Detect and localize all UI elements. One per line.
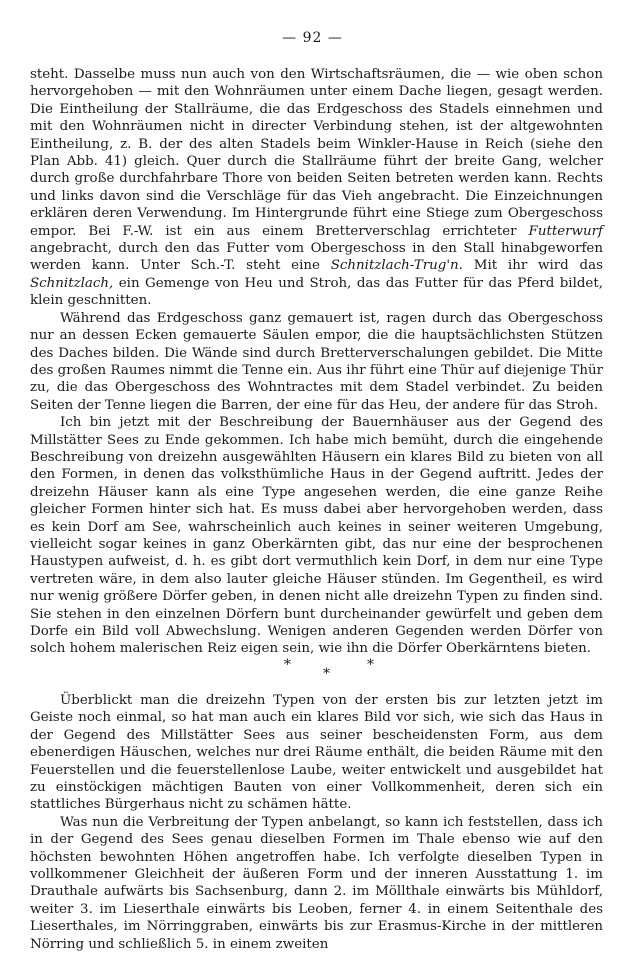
italic-term-schnitzlach: Schnitzlach, [30,275,114,291]
italic-term-futterwurf: Futterwurf [528,223,603,239]
asterisk-ornament: * [284,657,291,673]
asterisk-ornament: * [323,666,330,682]
italic-term-schnitzlach-trugn: Schnitzlach-Trug'n. [330,258,463,274]
paragraph-upper-floor: Während das Erdgeschoss ganz gemauert ist, ragen durch das Obergeschoss nur an dessen Ecken gemauerte Säulen empor, die die hauptsächlichsten Stützen des Daches bilden. Die Wände sind durch Bretterverschalungen gebildet. Die Mitte des großen Raumes nimmt die Tenne ein. Aus ihr führt eine Thür auf diejenige Thür zu, die das Obergeschoss des Wohntractes mit dem Stadel verbindet. Zu beiden Seiten der Tenne liegen die Barren, der eine für das Heu, der andere für das Stroh. [30,310,603,413]
section-separator [0,658,625,682]
paragraph-overview-types: Überblickt man die dreizehn Typen von der ersten bis zur letzten jetzt im Geiste noch einmal, so hat man auch ein klares Bild vor sich, wie sich das Haus in der Gegend des Millstätter Sees aus seiner bescheidensten Form, aus dem ebenerdigen Häuschen, welches nur drei Räume enthält, die beiden Räume mit den Feuerstellen und die feuerstellenlose Laube, weiter entwickelt und ausgebildet hat zu einstöckigen mächtigen Bauten von einer Vollkommenheit, deren sich ein stattliches Bürgerhaus nicht zu schämen hätte. [30,693,603,813]
paragraph-text: steht. Dasselbe muss nun auch von den Wirtschaftsräumen, die — wie oben schon hervorgehoben — mit den Wohnräumen unter einem Dache liegen, gesagt werden. Die Eintheilung der Stallräume, die das Erdgeschoss des Stadels einnehmen und mit den Wohnräumen nicht in directer Verbindung stehen, ist der altgewohnten Eintheilung, z. B. der des alten Stadels beim Winkler-Hause in Reich (siehe den Plan Abb. 41) gleich. Quer durch die Stallräume führt der breite Gang, welcher durch große durchfahrbare Thore von beiden Seiten betreten werden kann. Rechts und links davon sind die Verschläge für das Vieh angebracht. Die Einzeichnungen erklären deren Verwendung. Im Hintergrunde führt eine Stiege zum Obergeschoss empor. Bei F.-W. ist ein aus einem Bretterverschlag errichteter [30,67,603,239]
text-section-upper [30,66,603,658]
asterisk-ornament: * [367,657,374,673]
page-number: — 92 — [282,30,343,46]
paragraph-farmhouse-summary: Ich bin jetzt mit der Beschreibung der Bauernhäuser aus der Gegend des Millstätter Sees zu Ende gekommen. Ich habe mich bemüht, durch die eingehende Beschreibung von dreizehn ausgewählten Häusern ein klares Bild zu bieten von all den Formen, in denen das volksthümliche Haus in der Gegend auftritt. Jedes der dreizehn Häuser kann als eine Type angesehen werden, die eine ganze Reihe gleicher Formen hinter sich hat. Es muss dabei aber hervorgehoben werden, dass es kein Dorf am See, wahrscheinlich auch keines in seiner weiteren Umgebung, vielleicht sogar keines in ganz Oberkärnten gibt, das nur eine der besprochenen Haustypen aufweist, d. h. es gibt dort vermuthlich kein Dorf, in dem nur eine Type vertreten wäre, in dem also lauter gleiche Häuser stünden. Im Gegentheil, es wird nur wenig größere Dörfer geben, in denen nicht alle dreizehn Typen zu finden sind. Sie stehen in den einzelnen Dörfern bunt durcheinander gewürfelt und geben dem Dorfe ein Bild voll Abwechslung. Wenigen anderen Gegenden werden Dörfer von solch hohem malerischen Reiz eigen sein, wie ihn die Dörfer Oberkärntens bieten. [30,415,603,657]
text-section-lower [30,692,603,953]
paragraph-text: ein Gemenge von Heu und Stroh, das das Futter für das Pferd bildet, klein geschnitten. [30,275,603,309]
paragraph-text: Mit ihr wird das [462,258,603,274]
paragraph-text: angebracht, durch den das Futter vom Obergeschoss in den Stall hinabgeworfen werden kann. Unter Sch.-T. steht eine [30,241,603,274]
paragraph-stable-rooms [30,66,603,310]
paragraph-distribution-types: Was nun die Verbreitung der Typen anbelangt, so kann ich feststellen, dass ich in der Gegend des Sees genau dieselben Formen im Thale ebenso wie auf den höchsten bewohnten Höhen angetroffen habe. Ich verfolgte dieselben Typen in vollkommener Gleichheit der äußeren Form und der inneren Ausstattung 1. im Drauthale aufwärts bis Sachsenburg, dann 2. im Möllthale einwärts bis Mühldorf, weiter 3. im Lieserthale einwärts bis Leoben, ferner 4. in einem Seitenthale des Lieserthales, im Nörringgraben, einwärts bis zur Erasmus-Kirche in der mittleren Nörring und schließlich 5. in einem zweiten [30,814,603,952]
